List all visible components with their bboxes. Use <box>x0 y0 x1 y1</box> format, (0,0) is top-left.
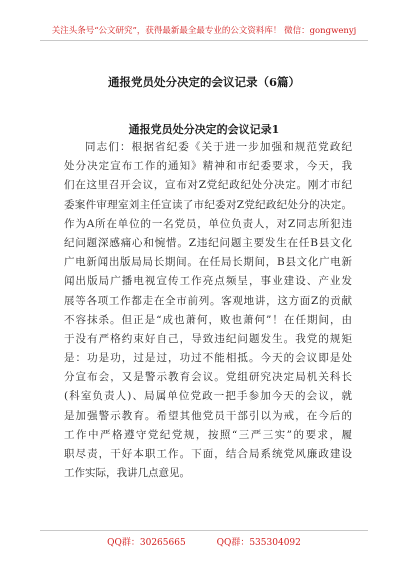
footer-qq-group-right: QQ群：535304092 <box>216 538 301 548</box>
body-line: 职尽责，干好本职工作。下面，结合局系统党风廉政建设 <box>64 448 352 460</box>
body-line: 工作实际，我讲几点意见。 <box>64 467 190 480</box>
footer-divider <box>40 530 368 531</box>
document-title: 通报党员处分决定的会议记录（6篇） <box>108 75 300 89</box>
body-line: 同志们：根据省纪委《关于进一步加强和规范党政纪 <box>85 141 352 153</box>
body-line: 作为A所在单位的一名党员，单位负责人，对Z同志所犯违 <box>64 217 352 230</box>
body-line: 展等各项工作都走在全市前列。客观地讲，这方面Z的贡献 <box>64 294 352 307</box>
body-line: 于没有严格约束好自己，导致违纪问题发生。我党的规矩 <box>64 332 352 345</box>
body-line: 处分决定宣布工作的通知》精神和市纪委要求，今天，我 <box>64 160 352 173</box>
footer-qq-group-left: QQ群：30265665 <box>107 538 186 548</box>
body-text <box>64 138 352 483</box>
body-line: 是加强警示教育。希望其他党员干部引以为戒，在今后的 <box>64 409 352 422</box>
body-line: (科室负责人)、局属单位党政一把手参加今天的会议，就 <box>64 390 352 403</box>
body-line: 不容抹杀。但正是“成也萧何，败也萧何”！在任期间，由 <box>64 313 352 326</box>
header-divider <box>40 40 368 41</box>
body-line: 委案件审理室刘主任宣读了市纪委对Z党纪政纪处分的决定。 <box>64 198 352 211</box>
footer <box>0 535 408 548</box>
body-line: 闻出版局广播电视宣传工作亮点频呈，事业建设、产业发 <box>64 275 352 288</box>
body-line: 广电新闻出版局局长期间。在任局长期间，B县文化广电新 <box>64 256 352 269</box>
body-line: 们在这里召开会议，宣布对Z党纪政纪处分决定。刚才市纪 <box>64 179 352 192</box>
body-line: 工作中严格遵守党纪党规，按照“三严三实”的要求，履 <box>64 428 352 441</box>
header-banner: 关注头条号“公文研究”，获得最新最全最专业的公文资料库！ 微信：gongwenyj <box>51 26 357 36</box>
section-title: 通报党员处分决定的会议记录1 <box>128 123 280 136</box>
body-line: 是：功是功，过是过，功过不能相抵。今天的会议即是处 <box>64 352 352 365</box>
body-line: 纪问题深感痛心和惋惜。Z违纪问题主要发生在任B县文化 <box>64 236 352 249</box>
body-line: 分宣布会，又是警示教育会议。党组研究决定局机关科长 <box>64 371 352 384</box>
